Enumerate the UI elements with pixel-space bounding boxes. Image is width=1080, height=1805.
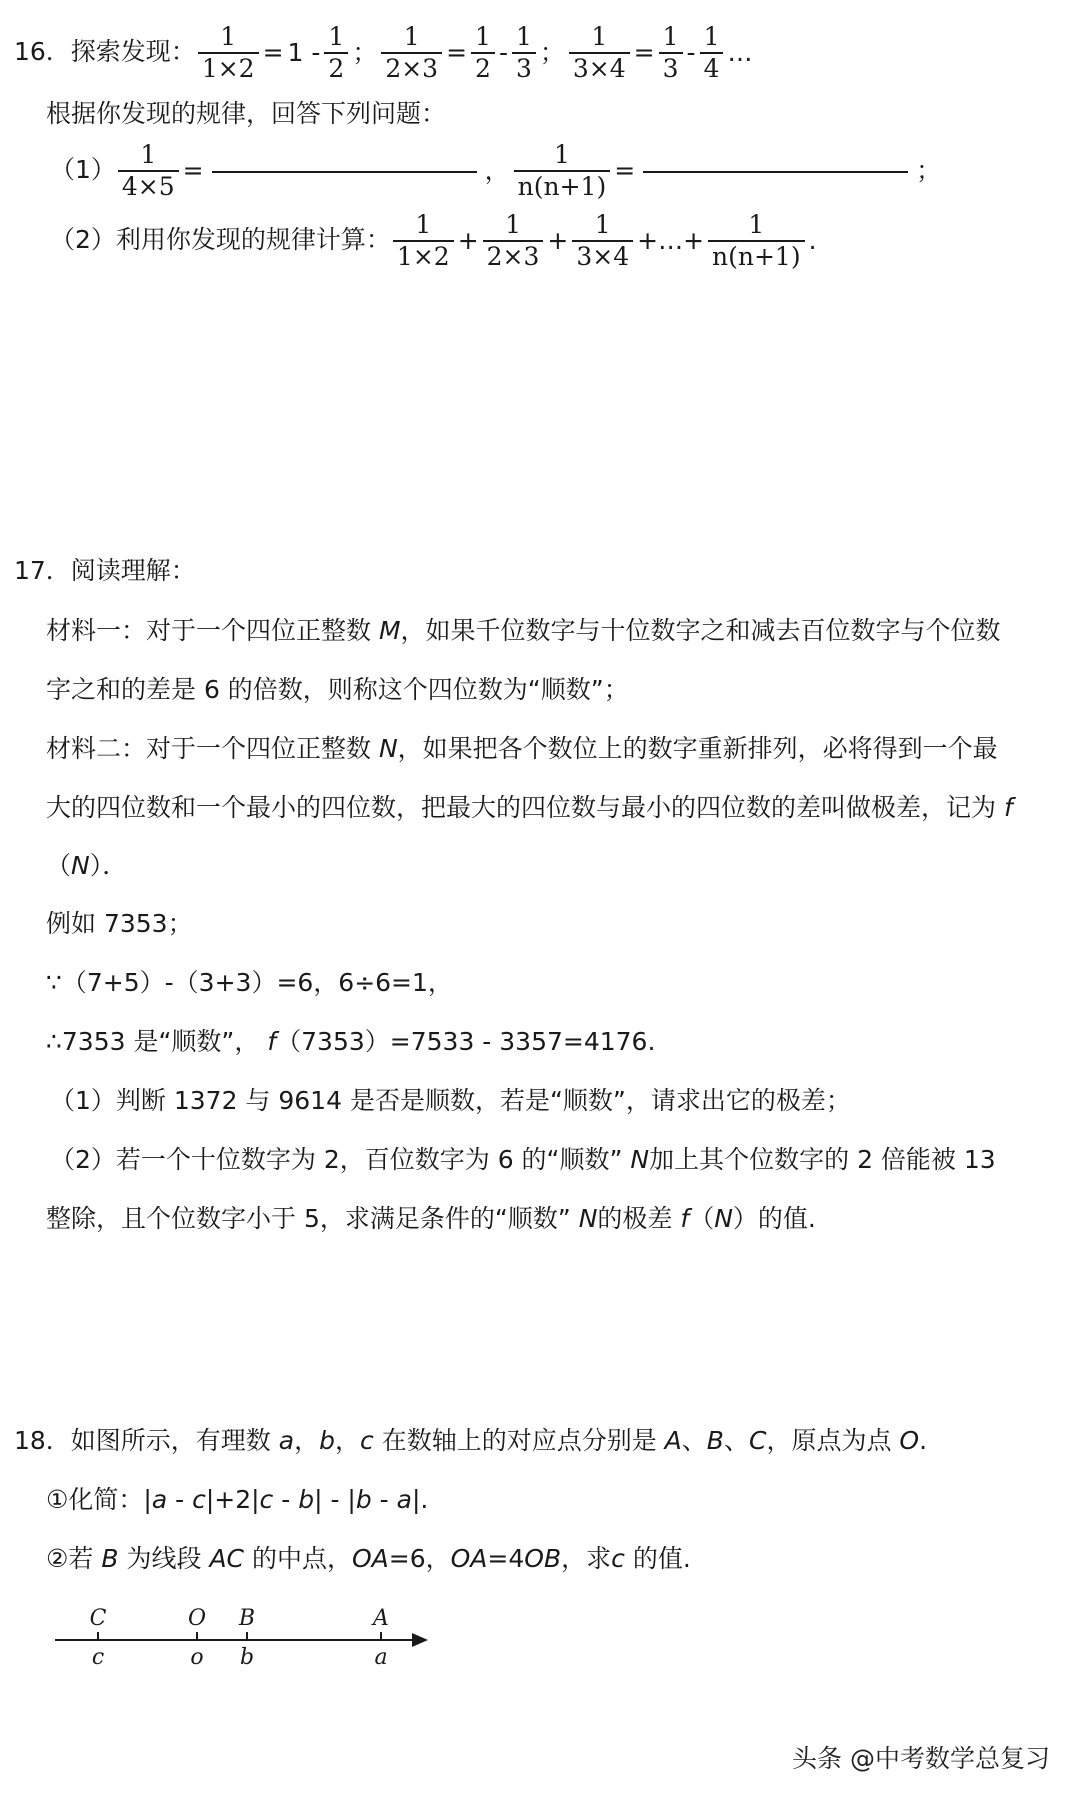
- q16-label: 16．探索发现：: [14, 37, 196, 66]
- q17-therefore: ∴7353 是“顺数”， f（7353）=7533 - 3357=4176.: [46, 1027, 656, 1056]
- label-C: C: [89, 1606, 107, 1631]
- q17-part1: （1）判断 1372 与 9614 是否是顺数，若是“顺数”，请求出它的极差；: [50, 1086, 851, 1115]
- q16-line1: 16．探索发现： $\frac{1}{1\times 2}$ = 1 - $\frac{1}{2}$ ； $\frac{1}{2\times 3}$ = $\frac{1}{2}$ - $\frac{1}{3}$ ； $\frac{1}{3\times 4}$ = $\frac{1}{3}$ - $\frac{1}{4}$ …: [14, 22, 753, 83]
- frac-1-1x2: $\frac{1}{1\times 2}$: [198, 22, 259, 84]
- answer-blank-2: [643, 169, 908, 173]
- q17-part2-line1: （2）若一个十位数字为 2，百位数字为 6 的“顺数” N加上其个位数字的 2 倍能被 13: [50, 1145, 996, 1174]
- frac-1-2b: $\frac{1}{2}$: [471, 22, 495, 84]
- sum-frac-1: $\frac{1}{1\times 2}$: [393, 210, 454, 272]
- frac-1-3b: $\frac{1}{3}$: [659, 22, 683, 84]
- frac-1-3: $\frac{1}{3}$: [512, 22, 536, 84]
- label-O: O: [187, 1606, 207, 1631]
- label-c: c: [91, 1645, 105, 1670]
- frac-1-4x5: $\frac{1}{4\times 5}$: [118, 140, 179, 202]
- q17-material1-line2: 字之和的差是 6 的倍数，则称这个四位数为“顺数”；: [46, 675, 629, 704]
- q17-part2-line2: 整除，且个位数字小于 5，求满足条件的“顺数” N的极差 f（N）的值.: [46, 1204, 816, 1233]
- q18-part1: ①化简：|a - c|+2|c - b| - |b - a|.: [46, 1485, 429, 1514]
- label-o: o: [190, 1645, 204, 1670]
- frac-1-2x3: $\frac{1}{2\times 3}$: [381, 22, 442, 84]
- q17-because: ∵（7+5）-（3+3）=6，6÷6=1，: [46, 968, 453, 997]
- frac-1-nn1: $\frac{1}{n(n+1)}$: [514, 140, 611, 202]
- q18-part2: ②若 B 为线段 AC 的中点，OA=6，OA=4OB，求c 的值.: [46, 1544, 691, 1573]
- sum-frac-2: $\frac{1}{2\times 3}$: [483, 210, 544, 272]
- q18-title: 18．如图所示，有理数 a，b，c 在数轴上的对应点分别是 A、B、C，原点为点 O.: [14, 1426, 928, 1455]
- q17-material1-line1: 材料一：对于一个四位正整数 M，如果千位数字与十位数字之和减去百位数字与个位数: [46, 616, 1001, 645]
- frac-1-3x4: $\frac{1}{3\times 4}$: [569, 22, 630, 84]
- q17-example: 例如 7353；: [46, 909, 193, 938]
- label-a: a: [374, 1645, 388, 1670]
- answer-blank-1: [212, 169, 477, 173]
- label-b: b: [239, 1645, 255, 1670]
- sum-frac-3: $\frac{1}{3\times 4}$: [572, 210, 633, 272]
- q17-title: 17．阅读理解：: [14, 556, 196, 585]
- q17-material2-line3: （N）．: [46, 851, 128, 880]
- frac-1-2: $\frac{1}{2}$: [324, 22, 348, 84]
- sum-frac-n: $\frac{1}{n(n+1)}$: [708, 210, 805, 272]
- q16-rule: 根据你发现的规律，回答下列问题：: [46, 99, 447, 128]
- watermark: 头条 @中考数学总复习: [792, 1744, 1050, 1773]
- q17-material2-line1: 材料二：对于一个四位正整数 N，如果把各个数位上的数字重新排列，必将得到一个最: [46, 734, 998, 763]
- q16-part1: （1） $\frac{1}{4\times 5}$ = ， $\frac{1}{n(n+1)}$ = ；: [50, 140, 942, 201]
- number-line-diagram: [0, 1590, 1080, 1710]
- label-B: B: [238, 1606, 256, 1631]
- label-A: A: [373, 1606, 389, 1631]
- q17-material2-line2: 大的四位数和一个最小的四位数，把最大的四位数与最小的四位数的差叫做极差，记为 f: [46, 793, 1013, 822]
- q16-part2: （2）利用你发现的规律计算： $\frac{1}{1\times 2}$ + $\frac{1}{2\times 3}$ + $\frac{1}{3\times 4}$ +…+ $\frac{1}{n(n+1)}$ .: [50, 210, 817, 271]
- frac-1-4: $\frac{1}{4}$: [700, 22, 724, 84]
- arrow-right-icon: [412, 1633, 428, 1647]
